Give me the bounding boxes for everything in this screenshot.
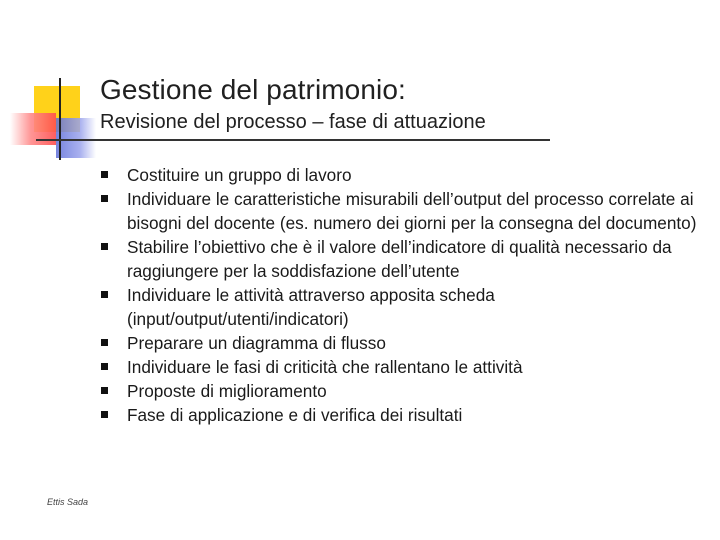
square-bullet-icon — [101, 243, 108, 250]
bullet-item — [100, 379, 712, 403]
square-bullet-icon — [101, 291, 108, 298]
square-bullet-icon — [101, 195, 108, 202]
logo-blue-square — [56, 118, 96, 158]
bullet-item — [100, 331, 712, 355]
bullet-text: Costituire un gruppo di lavoro — [127, 165, 352, 185]
bullet-item — [100, 235, 712, 283]
bullet-item — [100, 187, 712, 235]
bullet-item — [100, 355, 712, 379]
logo-vertical-line — [59, 78, 61, 160]
bullet-text: Individuare le fasi di criticità che rallentano le attività — [127, 357, 523, 377]
slide-subtitle: Revisione del processo – fase di attuazione — [100, 111, 486, 133]
title-underline — [36, 139, 550, 141]
square-bullet-icon — [101, 411, 108, 418]
bullet-item — [100, 163, 712, 187]
bullet-list — [100, 163, 712, 427]
square-bullet-icon — [101, 339, 108, 346]
bullet-text: Individuare le attività attraverso apposita scheda (input/output/utenti/indicatori) — [127, 285, 495, 329]
slide-title: Gestione del patrimonio: — [100, 74, 406, 105]
footer-author: Ettis Sada — [47, 497, 89, 507]
bullet-text: Stabilire l’obiettivo che è il valore dell’indicatore di qualità necessario da raggiungere per la soddisfazione dell’utente — [127, 237, 672, 281]
bullet-item — [100, 403, 712, 427]
square-bullet-icon — [101, 387, 108, 394]
bullet-text: Individuare le caratteristiche misurabili dell’output del processo correlate ai bisogni del docente (es. numero dei giorni per la consegna del documento) — [127, 189, 697, 233]
square-bullet-icon — [101, 363, 108, 370]
bullet-text: Proposte di miglioramento — [127, 381, 327, 401]
bullet-item — [100, 283, 712, 331]
square-bullet-icon — [101, 171, 108, 178]
bullet-text: Preparare un diagramma di flusso — [127, 333, 386, 353]
bullet-text: Fase di applicazione e di verifica dei risultati — [127, 405, 463, 425]
